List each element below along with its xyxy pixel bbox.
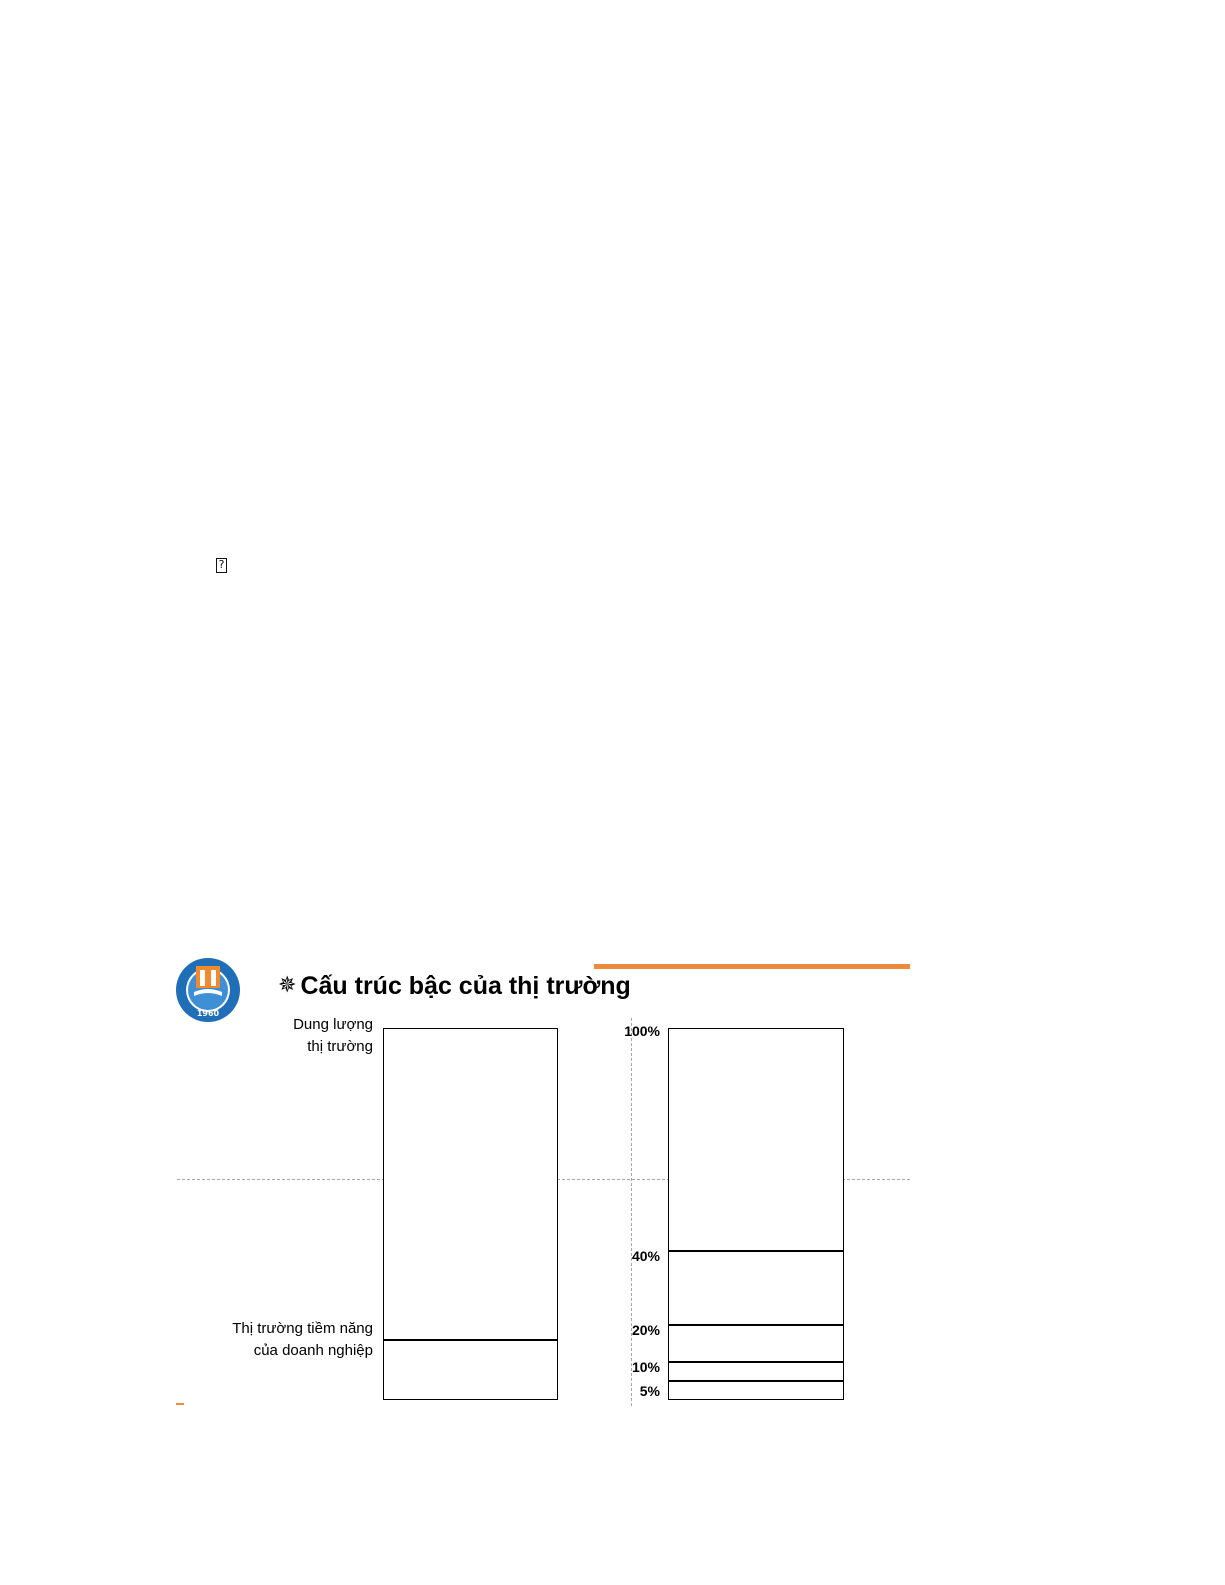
level-label-100pct: 100% [624, 1023, 660, 1039]
market-levels-bar [668, 1028, 844, 1400]
university-logo [176, 958, 242, 1022]
slide-image [170, 958, 915, 1418]
guide-line-vertical [631, 1018, 632, 1406]
level-label-20pct: 20% [631, 1322, 660, 1339]
slide-title [278, 970, 631, 1002]
market-capacity-label: Dung lượng thị trường [293, 1016, 373, 1055]
logo-year: 1960 [196, 1009, 220, 1018]
accent-mark [176, 1403, 184, 1405]
star-bullet-icon: ✵ [278, 973, 297, 998]
level-label-40pct: 40% [631, 1248, 660, 1265]
level-divider-10pct [669, 1361, 843, 1363]
level-divider-20pct [669, 1324, 843, 1326]
missing-glyph-box: ? [216, 558, 227, 573]
slide-title-text: Cấu trúc bậc của thị trường [300, 972, 631, 1000]
level-divider-40pct [669, 1250, 843, 1252]
potential-market-divider [384, 1339, 557, 1341]
level-label-5pct: 5% [639, 1383, 660, 1399]
accent-bar [594, 964, 910, 969]
level-label-10pct: 10% [631, 1359, 660, 1376]
potential-market-label: Thị trường tiềm năng của doanh nghiệp [232, 1320, 373, 1359]
market-capacity-bar [383, 1028, 558, 1400]
level-divider-5pct [669, 1380, 843, 1382]
